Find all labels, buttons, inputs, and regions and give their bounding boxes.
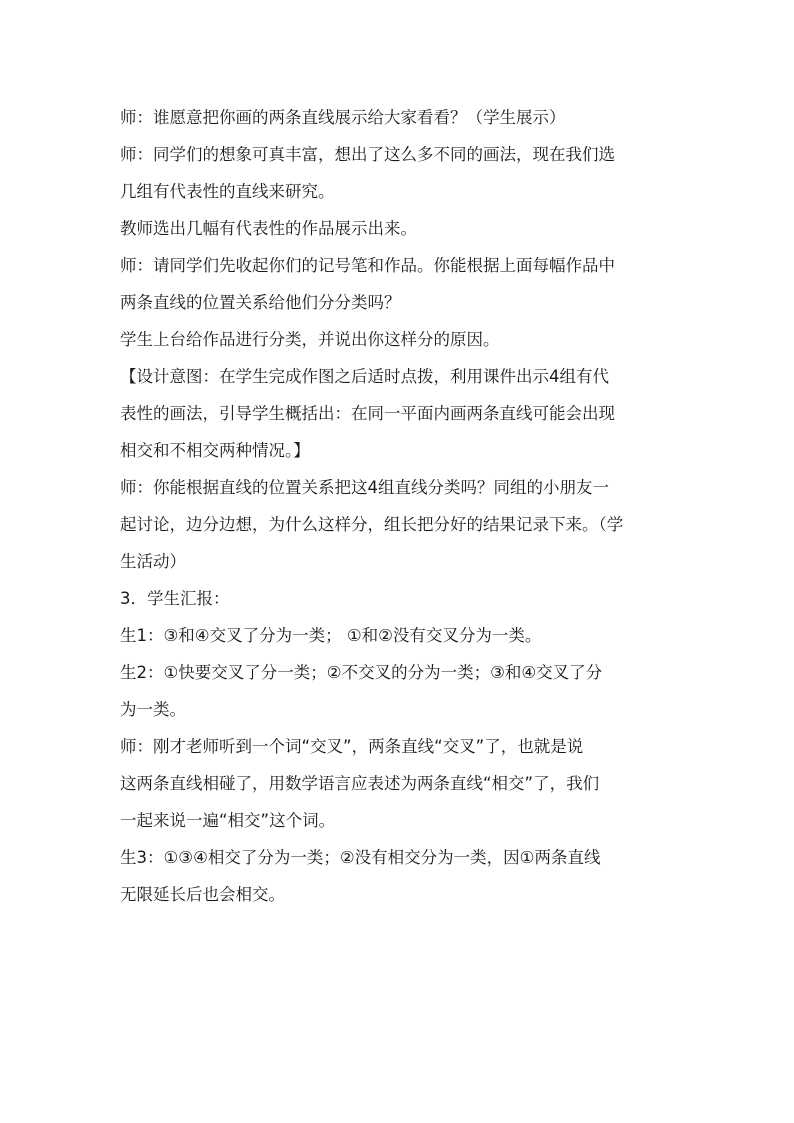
design-intent-line-2: 表性的画法，引导学生概括出：在同一平面内画两条直线可能会出现 [120,404,615,423]
text-line-11: 师：你能根据直线的位置关系把这4组直线分类吗？同组的小朋友一 [120,478,609,497]
text-line-7: 学生上台给作品进行分类，并说出你这样分的原因。 [120,330,500,349]
text-line-16: 生2：①快要交叉了分一类；②不交叉的分为一类；③和④交叉了分 [120,663,603,682]
text-line-2: 师：同学们的想象可真丰富，想出了这么多不同的画法，现在我们选 [120,145,615,164]
document-body [120,99,676,913]
text-line-21: 生3：①③④相交了分为一类；②没有相交分为一类，因①两条直线 [120,848,601,867]
text-line-5: 师：请同学们先收起你们的记号笔和作品。你能根据上面每幅作品中 [120,256,615,275]
text-line-15: 生1：③和④交叉了分为一类； ①和②没有交叉分为一类。 [120,626,542,645]
text-line-3: 几组有代表性的直线来研究。 [120,182,335,201]
text-line-18: 师：刚才老师听到一个词“交叉”，两条直线“交叉”了，也就是说 [120,737,584,756]
text-line-17: 为一类。 [120,700,186,719]
design-intent-line-1: 【设计意图：在学生完成作图之后适时点拨，利用课件出示4组有代 [120,367,609,386]
text-line-1: 师：谁愿意把你画的两条直线展示给大家看看？（学生展示） [120,108,566,127]
text-line-6: 两条直线的位置关系给他们分分类吗？ [120,293,401,312]
section-heading-student-report: 3．学生汇报： [120,589,230,608]
text-line-12: 起讨论，边分边想，为什么这样分，组长把分好的结果记录下来。（学 [120,515,624,534]
text-line-4: 教师选出几幅有代表性的作品展示出来。 [120,219,417,238]
text-line-20: 一起来说一遍“相交”这个词。 [120,811,336,830]
text-line-22: 无限延长后也会相交。 [120,885,285,904]
text-line-19: 这两条直线相碰了，用数学语言应表述为两条直线“相交”了，我们 [120,774,600,793]
design-intent-line-3: 相交和不相交两种情况。】 [120,441,310,460]
text-line-13: 生活动） [120,552,186,571]
